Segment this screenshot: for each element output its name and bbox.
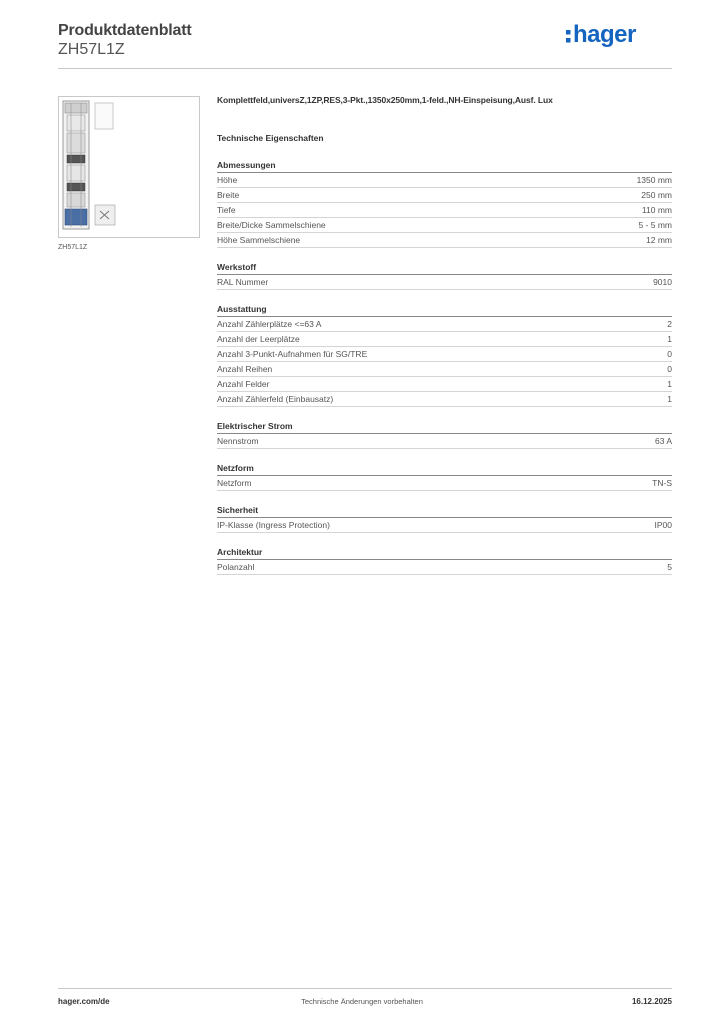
property-group [217,420,672,449]
svg-text:hager: hager [573,21,636,48]
property-value: 1 [667,334,672,344]
property-row [217,188,672,203]
property-row [217,317,672,332]
page-header [58,20,672,70]
property-label: Breite/Dicke Sammelschiene [217,220,326,230]
property-value: 0 [667,349,672,359]
group-title: Werkstoff [217,261,672,275]
property-value: 5 - 5 mm [638,220,672,230]
property-value: 5 [667,562,672,572]
property-value: 250 mm [641,190,672,200]
property-label: Breite [217,190,240,200]
footer-website: hager.com/de [58,997,110,1006]
property-row [217,518,672,533]
property-group [217,303,672,407]
property-value: IP00 [654,520,672,530]
property-label: Höhe [217,175,238,185]
property-row [217,476,672,491]
hager-logo [564,20,654,48]
property-row [217,347,672,362]
product-details [217,95,672,588]
property-group [217,159,672,248]
property-value: 9010 [653,277,672,287]
property-value: 12 mm [646,235,672,245]
property-value: 110 mm [641,205,672,215]
property-label: IP-Klasse (Ingress Protection) [217,520,330,530]
product-image [58,96,200,238]
property-label: Netzform [217,478,252,488]
property-row [217,173,672,188]
product-code: ZH57L1Z [58,41,125,58]
property-group [217,261,672,290]
property-groups [217,159,672,575]
footer-date: 16.12.2025 [631,997,672,1006]
property-row [217,392,672,407]
property-row [217,233,672,248]
property-label: Anzahl Felder [217,379,270,389]
property-row [217,218,672,233]
property-label: RAL Nummer [217,277,269,287]
property-label: Anzahl Reihen [217,364,273,374]
property-label: Höhe Sammelschiene [217,235,301,245]
property-value: 1350 mm [636,175,672,185]
property-row [217,275,672,290]
property-value: 1 [667,394,672,404]
property-group [217,546,672,575]
property-label: Anzahl 3-Punkt-Aufnahmen für SG/TRE [217,349,368,359]
property-row [217,434,672,449]
section-heading: Technische Eigenschaften [217,133,324,143]
property-row [217,560,672,575]
property-label: Anzahl Zählerfeld (Einbausatz) [217,394,334,404]
property-label: Anzahl der Leerplätze [217,334,300,344]
property-value: TN-S [652,478,672,488]
enclosure-illustration [59,97,199,237]
property-row [217,203,672,218]
property-row [217,377,672,392]
property-group [217,504,672,533]
property-label: Nennstrom [217,436,259,446]
property-label: Anzahl Zählerplätze <=63 A [217,319,322,329]
property-label: Tiefe [217,205,236,215]
property-value: 2 [667,319,672,329]
image-caption: ZH57L1Z [58,244,88,251]
group-title: Abmessungen [217,159,672,173]
property-value: 0 [667,364,672,374]
header-divider [58,68,672,69]
group-title: Architektur [217,546,672,560]
group-title: Ausstattung [217,303,672,317]
footer-notice: Technische Änderungen vorbehalten [301,997,423,1006]
property-row [217,362,672,377]
property-label: Polanzahl [217,562,255,572]
property-row [217,332,672,347]
footer-divider [58,988,672,989]
property-group [217,462,672,491]
group-title: Elektrischer Strom [217,420,672,434]
group-title: Sicherheit [217,504,672,518]
group-title: Netzform [217,462,672,476]
document-title: Produktdatenblatt [58,22,192,39]
property-value: 1 [667,379,672,389]
product-description: Komplettfeld,universZ,1ZP,RES,3-Pkt.,1350x250mm,1-feld.,NH-Einspeisung,Ausf. Lux [217,95,553,105]
property-value: 63 A [654,436,672,446]
